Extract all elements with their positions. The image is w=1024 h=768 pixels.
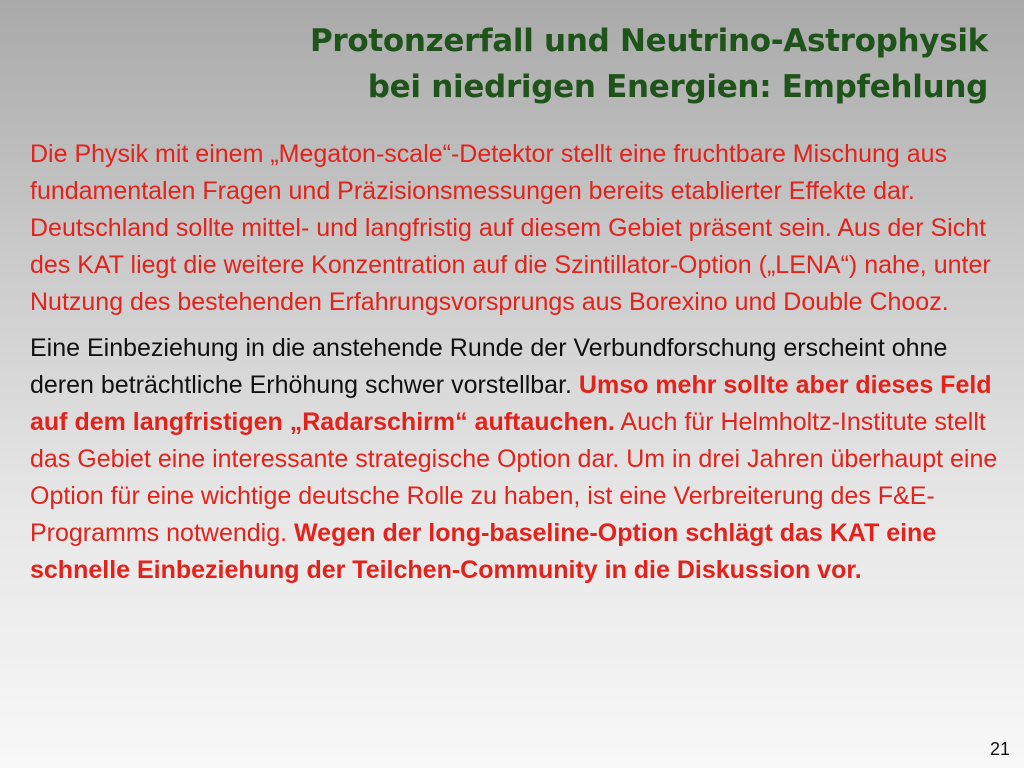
- slide-title: [88, 18, 988, 110]
- text-run-verbundforschung: Eine Einbeziehung in die anstehende Runde der Verbundforschung erscheint ohne deren beträchtliche Erhöhung schwer vorstellbar.: [30, 334, 948, 399]
- text-run-helmholtz: Auch für Helmholtz-Institute stellt das Gebiet eine interessante strategische Option dar. Um in drei Jahren überhaupt eine Option für eine wichtige deutsche Rolle zu haben, ist eine Verbreiterung des F&E-Programms notwendig.: [30, 408, 998, 547]
- slide-title-line-1: Protonzerfall und Neutrino-Astrophysik: [309, 23, 988, 59]
- slide-body: [30, 136, 1005, 589]
- paragraph-megaton-detector: Die Physik mit einem „Megaton-scale“-Detektor stellt eine fruchtbare Mischung aus fundamentalen Fragen und Präzisionsmessungen bereits etablierter Effekte dar. Deutschland sollte mittel- und langfristig auf diesem Gebiet präsent sein. Aus der Sicht des KAT liegt die weitere Konzentration auf die Szintillator-Option („LENA“) nahe, unter Nutzung des bestehenden Erfahrungsvorsprungs aus Borexino und Double Chooz.: [30, 140, 991, 316]
- page-number: 21: [989, 739, 1010, 759]
- text-run-long-baseline: Wegen der long-baseline-Option schlägt das KAT eine schnelle Einbeziehung der Teilchen-Community in die Diskussion vor.: [30, 519, 937, 584]
- paragraph-verbundforschung: [30, 330, 1005, 589]
- slide-title-line-2: bei niedrigen Energien: Empfehlung: [367, 69, 988, 105]
- text-run-radarschirm: Umso mehr sollte aber dieses Feld auf dem langfristigen „Radarschirm“ auftauchen.: [30, 371, 992, 436]
